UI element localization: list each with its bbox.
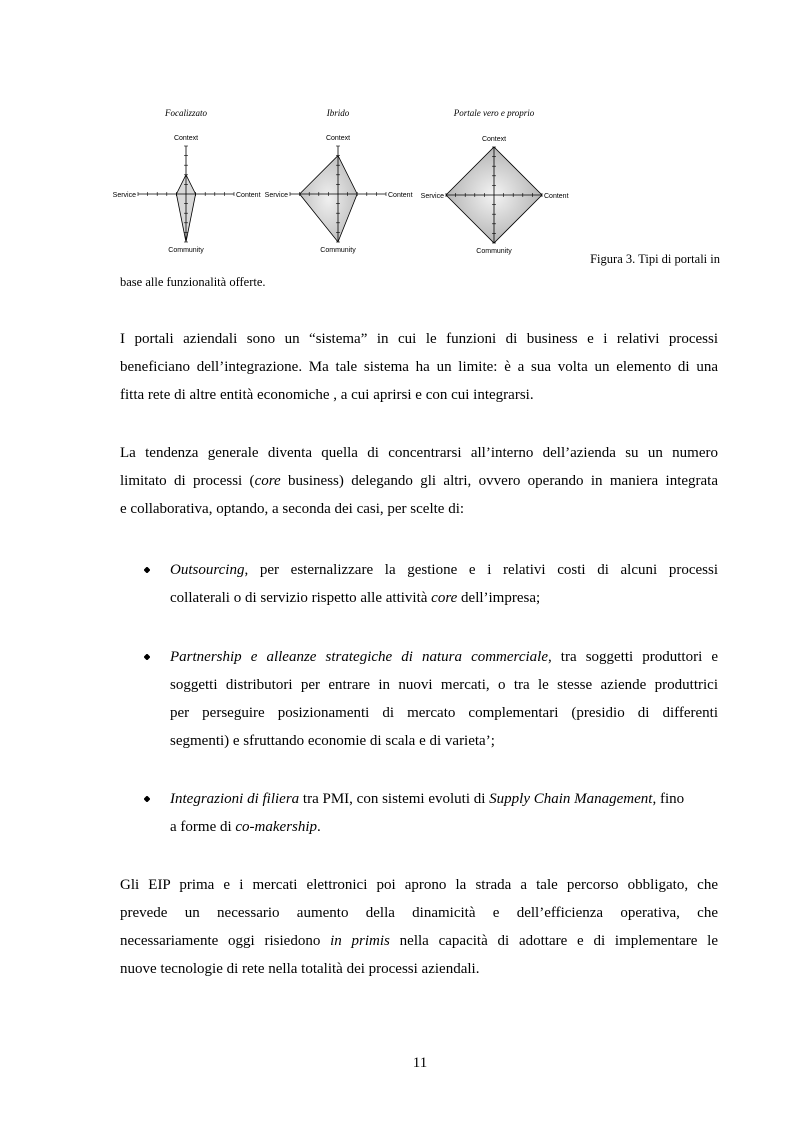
bullet-term: Partnership e alleanze strategiche di natura commerciale [170,649,548,665]
figure-caption-part1: Figura 3. Tipi di portali in [590,252,720,266]
paragraph-1 [120,325,718,409]
bullet-line: a forme di co-makership. [170,819,321,835]
bullet-line: collaterali o di servizio rispetto alle attività core dell’impresa; [170,590,541,606]
italic-core: core [254,473,281,489]
page-number: 11 [412,1055,428,1071]
portal-types-figure [112,100,722,260]
radar-axis-label: Community [476,248,512,255]
bullet-star-icon [144,796,150,802]
bullet-star-icon [144,654,150,660]
radar-axis-label: Content [388,192,413,199]
bullet-line: soggetti distributori per entrare in nuovi mercati, o tra le stesse aziende produttrici [170,677,718,693]
radar-axis-label: Service [112,192,136,199]
paragraph-1-line: beneficiano dell’integrazione. Ma tale sistema ha un limite: è a sua volta un elemento di una [120,359,718,375]
radar-title: Ibrido [326,108,350,118]
paragraph-3-line: nuove tecnologie di rete nella totalità dei processi aziendali. [120,961,480,977]
bullet-line: per perseguire posizionamenti di mercato complementari (presidio di differenti [170,705,718,721]
radar-axis-label: Community [168,247,204,254]
bullet-star-icon [144,567,150,573]
paragraph-3-line: Gli EIP prima e i mercati elettronici poi aprono la strada a tale percorso obbligato, che [120,877,718,893]
paragraph-2 [120,439,718,523]
radar-axis-label: Context [173,135,199,142]
bullet-line: Integrazioni di filiera tra PMI, con sistemi evoluti di Supply Chain Management, fino [170,791,685,807]
radar-charts [112,100,722,260]
bullet-text [170,556,718,612]
paragraph-2-line: La tendenza generale diventa quella di concentrarsi all’interno dell’azienda su un numero [120,445,718,461]
paragraph-3-line: prevede un necessario aumento della dinamicità e dell’efficienza operativa, che [120,905,718,921]
bullet-text [170,785,718,841]
paragraph-3 [120,871,718,983]
bullet-term: Integrazioni di filiera [170,791,300,807]
radar-axis-label: Context [325,135,351,142]
radar-axis-label: Content [236,192,261,199]
paragraph-3-line: necessariamente oggi risiedono in primis nella capacità di adottare e di implementare le [120,933,718,949]
radar-title: Portale vero e proprio [453,108,535,118]
bullet-text [170,643,718,755]
paragraph-2-line: e collaborativa, optando, a seconda dei casi, per scelte di: [120,501,465,517]
radar-axis-label: Context [481,136,507,143]
radar-axis-label: Community [320,247,356,254]
paragraph-1-line: I portali aziendali sono un “sistema” in cui le funzioni di business e i relativi processi [120,331,718,347]
bullet-line: segmenti) e sfruttando economie di scala e di varieta’; [170,733,495,749]
bullet-line: Outsourcing, per esternalizzare la gestione e i relativi costi di alcuni processi [170,562,718,578]
radar-axis-label: Service [420,193,444,200]
radar-axis-label: Content [544,193,569,200]
radar-title: Focalizzato [165,108,207,118]
figure-caption-part2: base alle funzionalità offerte. [120,275,266,289]
bullet-line: Partnership e alleanze strategiche di natura commerciale, tra soggetti produttori e [170,649,718,665]
radar-area [300,156,358,242]
paragraph-2-line: limitato di processi (core business) delegando gli altri, ovvero operando in maniera integrata [120,473,719,489]
paragraph-1-line: fitta rete di altre entità economiche , a cui aprirsi e con cui integrarsi. [120,387,534,403]
bullet-term: Outsourcing [170,562,245,578]
radar-axis-label: Service [264,192,288,199]
